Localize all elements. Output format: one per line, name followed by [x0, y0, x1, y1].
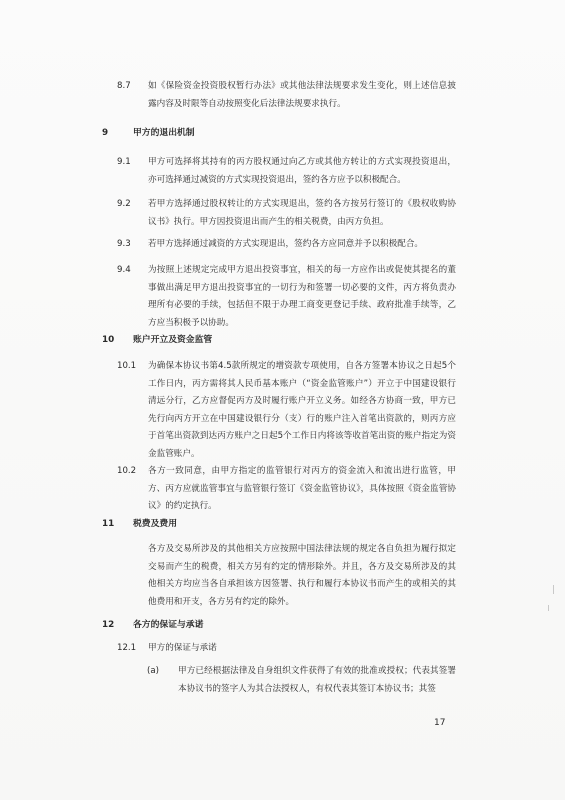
item-text: 甲方已经根据法律及自身组织文件获得了有效的批准或授权；代表其签署本协议书的签字人为其合法授权人，有权代表其签订本协议书；其签 [178, 666, 456, 694]
section-number: 11 [102, 519, 115, 529]
clause-text: 若甲方选择通过减资的方式实现退出，签约各方应同意并予以积极配合。 [148, 239, 424, 249]
clause-text: 如《保险资金投资股权暂行办法》或其他法律法规要求发生变化，则上述信息披露内容及时限等自动按照变化后法律法规要求执行。 [148, 81, 456, 109]
clause-number: 10.1 [117, 361, 137, 371]
section-number: 10 [102, 335, 115, 345]
scan-edge-mark [548, 605, 549, 611]
section-number: 9 [102, 128, 109, 138]
item-label: (a) [147, 666, 159, 676]
scan-edge-mark [553, 585, 554, 594]
section-title: 税费及费用 [133, 519, 177, 529]
clause-text: 若甲方选择通过股权转让的方式实现退出，签约各方按另行签订的《股权收购协议书》执行。甲方因投资退出而产生的相关税费，由丙方负担。 [148, 199, 456, 227]
clause-text: 各方一致同意，由甲方指定的监管银行对丙方的资金流入和流出进行监管，甲方、丙方应就监管事宜与监管银行签订《资金监管协议》，具体按照《资金监管协议》的约定执行。 [148, 466, 456, 511]
section-title: 甲方的退出机制 [133, 128, 195, 138]
section-title: 各方的保证与承诺 [133, 620, 204, 630]
clause-number: 9.3 [117, 239, 131, 249]
section-title: 账户开立及资金监管 [133, 335, 213, 345]
clause-number: 12.1 [117, 643, 137, 653]
clause-number: 8.7 [117, 81, 131, 91]
section-body-text: 各方及交易所涉及的其他相关方应按照中国法律法规的规定各自负担为履行拟定交易而产生的税费，相关方另有约定的情形除外。并且，各方及交易所涉及的其他相关方均应当各自承担该方因签署、执行和履行本协议书而产生的或相关的其他费用和开支，各方另有约定的除外。 [148, 544, 456, 607]
clause-text: 甲方可选择将其持有的丙方股权通过向乙方或其他方转让的方式实现投资退出，亦可选择通过减资的方式实现投资退出，签约各方应予以积极配合。 [148, 157, 456, 185]
clause-text: 为确保本协议书第4.5款所规定的增资款专项使用，自各方签署本协议之日起5个工作日内，丙方需将其人民币基本账户（“资金监管账户”）开立于中国建设银行清远分行，乙方应督促丙方及时履行账户开立义务。如经各方协商一致，甲方已先行向丙方开立在中国建设银行分（支）行的账户注入首笔出资款的，则丙方应于首笔出资款到达丙方账户之日起5个工作日内将该等收首笔出资的账户指定为资金监管账户。 [148, 361, 456, 459]
clause-number: 9.2 [117, 199, 131, 209]
section-number: 12 [102, 620, 115, 630]
clause-number: 10.2 [117, 466, 137, 476]
clause-text: 为按照上述规定完成甲方退出投资事宜，相关的每一方应作出或促使其提名的董事做出满足甲方退出投资事宜的一切行为和签署一切必要的文件，丙方将负责办理所有必要的手续，包括但不限于办理工商变更登记手续、政府批准手续等，乙方应当积极予以协助。 [148, 265, 456, 328]
clause-title: 甲方的保证与承诺 [148, 643, 217, 653]
page-number: 17 [434, 718, 446, 728]
clause-number: 9.1 [117, 157, 131, 167]
clause-number: 9.4 [117, 265, 131, 275]
